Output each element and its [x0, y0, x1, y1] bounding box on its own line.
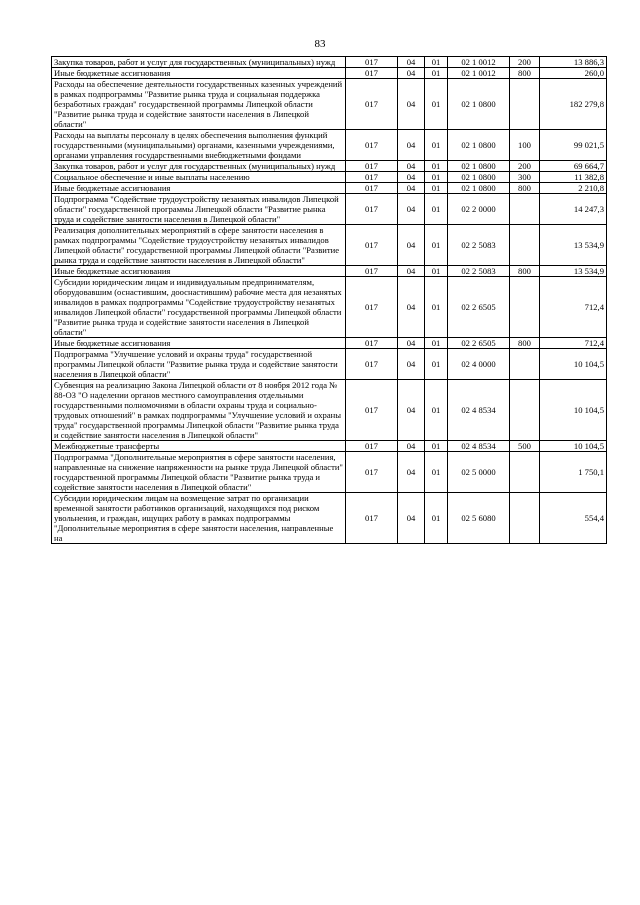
table-row	[52, 57, 607, 68]
row-csr: 02 4 8534	[448, 380, 510, 441]
row-rz: 04	[398, 130, 425, 161]
table-row	[52, 349, 607, 380]
row-name: Субсидии юридическим лицам на возмещение затрат по организации временной занятости работников организаций, находящихся под риском увольнения, и граждан, ищущих работу в рамках подпрограммы "Дополнительные мероприятия в сфере занятости населения, направленные на	[52, 493, 346, 544]
row-rz: 04	[398, 349, 425, 380]
row-vr	[510, 277, 540, 338]
row-vr	[510, 194, 540, 225]
row-rz: 04	[398, 277, 425, 338]
row-csr: 02 1 0012	[448, 57, 510, 68]
row-name: Иные бюджетные ассигнования	[52, 266, 346, 277]
row-csr: 02 1 0800	[448, 79, 510, 130]
table-row	[52, 130, 607, 161]
row-pr: 01	[425, 172, 448, 183]
row-csr: 02 1 0800	[448, 172, 510, 183]
row-csr: 02 2 0000	[448, 194, 510, 225]
row-vr	[510, 452, 540, 493]
row-sum: 260,0	[540, 68, 607, 79]
row-pr: 01	[425, 57, 448, 68]
row-rz: 04	[398, 266, 425, 277]
row-csr: 02 1 0012	[448, 68, 510, 79]
row-name: Социальное обеспечение и иные выплаты населению	[52, 172, 346, 183]
row-csr: 02 5 6080	[448, 493, 510, 544]
row-vr	[510, 79, 540, 130]
row-rz: 04	[398, 172, 425, 183]
row-ved: 017	[346, 194, 398, 225]
row-ved: 017	[346, 79, 398, 130]
row-sum: 14 247,3	[540, 194, 607, 225]
row-sum: 712,4	[540, 277, 607, 338]
row-rz: 04	[398, 57, 425, 68]
row-rz: 04	[398, 194, 425, 225]
row-ved: 017	[346, 57, 398, 68]
row-vr: 300	[510, 172, 540, 183]
row-vr: 800	[510, 266, 540, 277]
row-name: Подпрограмма "Дополнительные мероприятия в сфере занятости населения, направленные на снижение напряженности на рынке труда Липецкой области" государственной программы Липецкой области "Развитие рынка труда и содействие занятости населения в Липецкой области"	[52, 452, 346, 493]
row-sum: 13 534,9	[540, 266, 607, 277]
row-sum: 554,4	[540, 493, 607, 544]
row-sum: 1 750,1	[540, 452, 607, 493]
row-name: Подпрограмма "Содействие трудоустройству незанятых инвалидов Липецкой области" государственной программы Липецкой области "Развитие рынка труда и содействие занятости населения в Липецкой области"	[52, 194, 346, 225]
row-name: Иные бюджетные ассигнования	[52, 68, 346, 79]
row-csr: 02 4 8534	[448, 441, 510, 452]
row-sum: 13 886,3	[540, 57, 607, 68]
row-ved: 017	[346, 225, 398, 266]
row-pr: 01	[425, 79, 448, 130]
row-pr: 01	[425, 68, 448, 79]
row-rz: 04	[398, 493, 425, 544]
row-pr: 01	[425, 161, 448, 172]
row-name: Закупка товаров, работ и услуг для государственных (муниципальных) нужд	[52, 57, 346, 68]
row-ved: 017	[346, 68, 398, 79]
row-rz: 04	[398, 225, 425, 266]
row-vr: 200	[510, 161, 540, 172]
row-sum: 99 021,5	[540, 130, 607, 161]
table-row	[52, 225, 607, 266]
table-row	[52, 79, 607, 130]
row-name: Межбюджетные трансферты	[52, 441, 346, 452]
row-vr: 800	[510, 68, 540, 79]
row-sum: 712,4	[540, 338, 607, 349]
row-pr: 01	[425, 277, 448, 338]
row-vr	[510, 380, 540, 441]
row-ved: 017	[346, 349, 398, 380]
row-sum: 2 210,8	[540, 183, 607, 194]
row-name: Реализация дополнительных мероприятий в сфере занятости населения в рамках подпрограммы "Содействие трудоустройству незанятых инвалидов Липецкой области" государственной программы Липецкой области "Развитие рынка труда и содействие занятости населения в Липецкой области"	[52, 225, 346, 266]
row-vr: 500	[510, 441, 540, 452]
row-csr: 02 1 0800	[448, 130, 510, 161]
row-name: Субсидии юридическим лицам и индивидуальным предпринимателям, оборудовавшим (оснастившим, дооснастившим) рабочие места для незанятых инвалидов в рамках подпрограммы "Содействие трудоустройству незанятых инвалидов Липецкой области" государственной программы Липецкой области "Развитие рынка труда и содействие занятости населения в Липецкой области"	[52, 277, 346, 338]
table-row	[52, 380, 607, 441]
row-vr: 100	[510, 130, 540, 161]
row-ved: 017	[346, 338, 398, 349]
table-row	[52, 68, 607, 79]
row-csr: 02 2 5083	[448, 225, 510, 266]
row-vr: 200	[510, 57, 540, 68]
row-ved: 017	[346, 452, 398, 493]
table-row	[52, 172, 607, 183]
row-pr: 01	[425, 452, 448, 493]
row-pr: 01	[425, 493, 448, 544]
row-ved: 017	[346, 493, 398, 544]
row-ved: 017	[346, 161, 398, 172]
row-name: Иные бюджетные ассигнования	[52, 338, 346, 349]
row-csr: 02 2 6505	[448, 338, 510, 349]
row-name: Иные бюджетные ассигнования	[52, 183, 346, 194]
row-vr: 800	[510, 183, 540, 194]
row-vr: 800	[510, 338, 540, 349]
page-number: 83	[314, 38, 326, 50]
row-ved: 017	[346, 172, 398, 183]
row-csr: 02 1 0800	[448, 161, 510, 172]
row-vr	[510, 493, 540, 544]
table-row	[52, 183, 607, 194]
row-pr: 01	[425, 266, 448, 277]
row-sum: 69 664,7	[540, 161, 607, 172]
row-ved: 017	[346, 277, 398, 338]
table-row	[52, 277, 607, 338]
row-pr: 01	[425, 441, 448, 452]
row-csr: 02 5 0000	[448, 452, 510, 493]
row-rz: 04	[398, 79, 425, 130]
row-csr: 02 2 5083	[448, 266, 510, 277]
row-ved: 017	[346, 380, 398, 441]
table-row	[52, 338, 607, 349]
row-pr: 01	[425, 349, 448, 380]
table-row	[52, 441, 607, 452]
row-rz: 04	[398, 441, 425, 452]
row-rz: 04	[398, 68, 425, 79]
row-pr: 01	[425, 194, 448, 225]
row-ved: 017	[346, 266, 398, 277]
table-row	[52, 161, 607, 172]
row-rz: 04	[398, 161, 425, 172]
row-ved: 017	[346, 441, 398, 452]
row-pr: 01	[425, 130, 448, 161]
row-rz: 04	[398, 338, 425, 349]
row-sum: 11 382,8	[540, 172, 607, 183]
row-pr: 01	[425, 225, 448, 266]
row-rz: 04	[398, 452, 425, 493]
row-name: Расходы на обеспечение деятельности государственных казенных учреждений в рамках подпрограммы "Развитие рынка труда и социальная поддержка безработных граждан" государственной программы Липецкой области "Развитие рынка труда и содействие занятости населения в Липецкой области"	[52, 79, 346, 130]
row-ved: 017	[346, 130, 398, 161]
row-sum: 10 104,5	[540, 380, 607, 441]
row-name: Расходы на выплаты персоналу в целях обеспечения выполнения функций государственными (муниципальными) органами, казенными учреждениями, органами управления государственными внебюджетными фондами	[52, 130, 346, 161]
row-rz: 04	[398, 183, 425, 194]
table-row	[52, 493, 607, 544]
table-row	[52, 266, 607, 277]
row-pr: 01	[425, 183, 448, 194]
row-vr	[510, 225, 540, 266]
row-sum: 182 279,8	[540, 79, 607, 130]
row-pr: 01	[425, 380, 448, 441]
table-row	[52, 194, 607, 225]
row-name: Субвенция на реализацию Закона Липецкой области от 8 ноября 2012 года № 88-ОЗ "О наделении органов местного самоуправления отдельными государственными полномочиями в области охраны труда и социально-трудовых отношений" в рамках подпрограммы "Улучшение условий и охраны труда" государственной программы Липецкой области "Развитие рынка труда и содействие занятости населения в Липецкой области"	[52, 380, 346, 441]
row-csr: 02 2 6505	[448, 277, 510, 338]
row-name: Закупка товаров, работ и услуг для государственных (муниципальных) нужд	[52, 161, 346, 172]
row-name: Подпрограмма "Улучшение условий и охраны труда" государственной программы Липецкой области "Развитие рынка труда и содействие занятости населения в Липецкой области"	[52, 349, 346, 380]
row-sum: 13 534,9	[540, 225, 607, 266]
row-vr	[510, 349, 540, 380]
table-row	[52, 452, 607, 493]
row-pr: 01	[425, 338, 448, 349]
row-ved: 017	[346, 183, 398, 194]
row-csr: 02 1 0800	[448, 183, 510, 194]
row-sum: 10 104,5	[540, 349, 607, 380]
row-sum: 10 104,5	[540, 441, 607, 452]
budget-table	[51, 56, 607, 544]
row-csr: 02 4 0000	[448, 349, 510, 380]
row-rz: 04	[398, 380, 425, 441]
